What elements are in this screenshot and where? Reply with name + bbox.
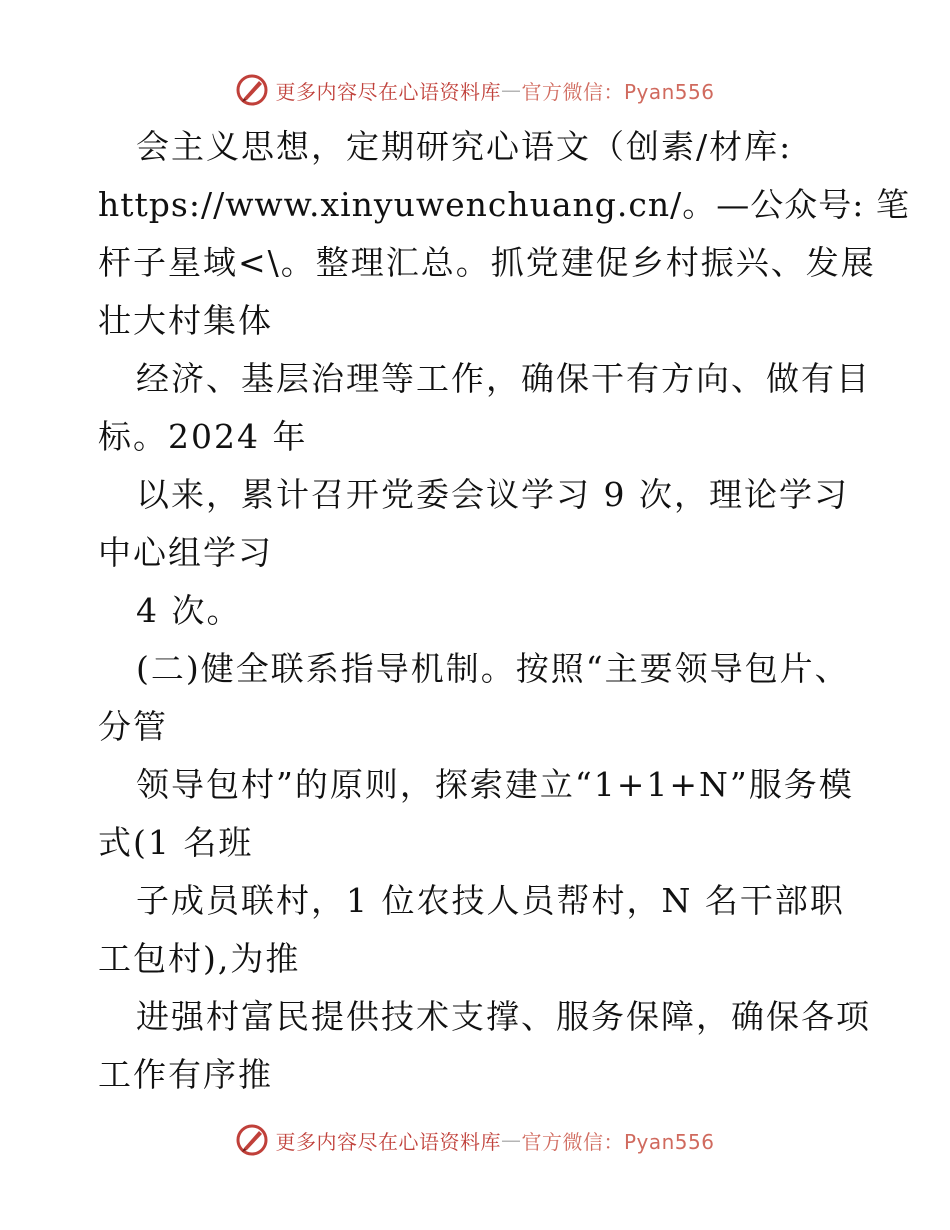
text-line: 壮大村集体 — [98, 301, 273, 340]
text-line: 杆子星域<\。整理汇总。抓党建促乡村振兴、发展 — [98, 243, 876, 282]
text-line: https://www.xinyuwenchuang.cn/。—公众号: 笔 — [98, 185, 910, 224]
text-line: 中心组学习 — [98, 533, 273, 572]
text-line: 子成员联村，1 位农技人员帮村，N 名干部职 — [136, 881, 845, 920]
watermark-contact-text: 官方微信：Pyan556 — [521, 1129, 715, 1154]
text-line: 分管 — [98, 707, 168, 746]
watermark-header — [0, 70, 950, 110]
text-line: 以来，累计召开党委会议学习 9 次，理论学习 — [136, 475, 849, 514]
watermark-separator: — — [500, 78, 522, 102]
text-line: 会主义思想，定期研究心语文（创素/材库: — [136, 127, 793, 166]
watermark-footer — [0, 1120, 950, 1160]
text-line: 式(1 名班 — [98, 823, 254, 862]
text-line: 经济、基层治理等工作，确保干有方向、做有目 — [136, 359, 871, 398]
text-line: 工包村),为推 — [98, 939, 301, 978]
quill-pen-logo-icon — [235, 73, 269, 107]
text-line: 工作有序推 — [98, 1055, 273, 1094]
text-line: (二)健全联系指导机制。按照“主要领导包片、 — [136, 649, 850, 688]
document-body — [98, 118, 910, 1104]
watermark-separator: — — [500, 1128, 522, 1152]
watermark-site-text: 更多内容尽在心语资料库 — [275, 79, 501, 104]
quill-pen-logo-icon — [235, 1123, 269, 1157]
text-line: 标。2024 年 — [98, 417, 308, 456]
watermark-site-text: 更多内容尽在心语资料库 — [275, 1129, 501, 1154]
watermark-contact-text: 官方微信：Pyan556 — [521, 79, 715, 104]
text-line: 4 次。 — [136, 591, 242, 630]
text-line: 进强村富民提供技术支撑、服务保障，确保各项 — [136, 997, 871, 1036]
text-line: 领导包村”的原则，探索建立“1+1+N”服务模 — [136, 765, 854, 804]
